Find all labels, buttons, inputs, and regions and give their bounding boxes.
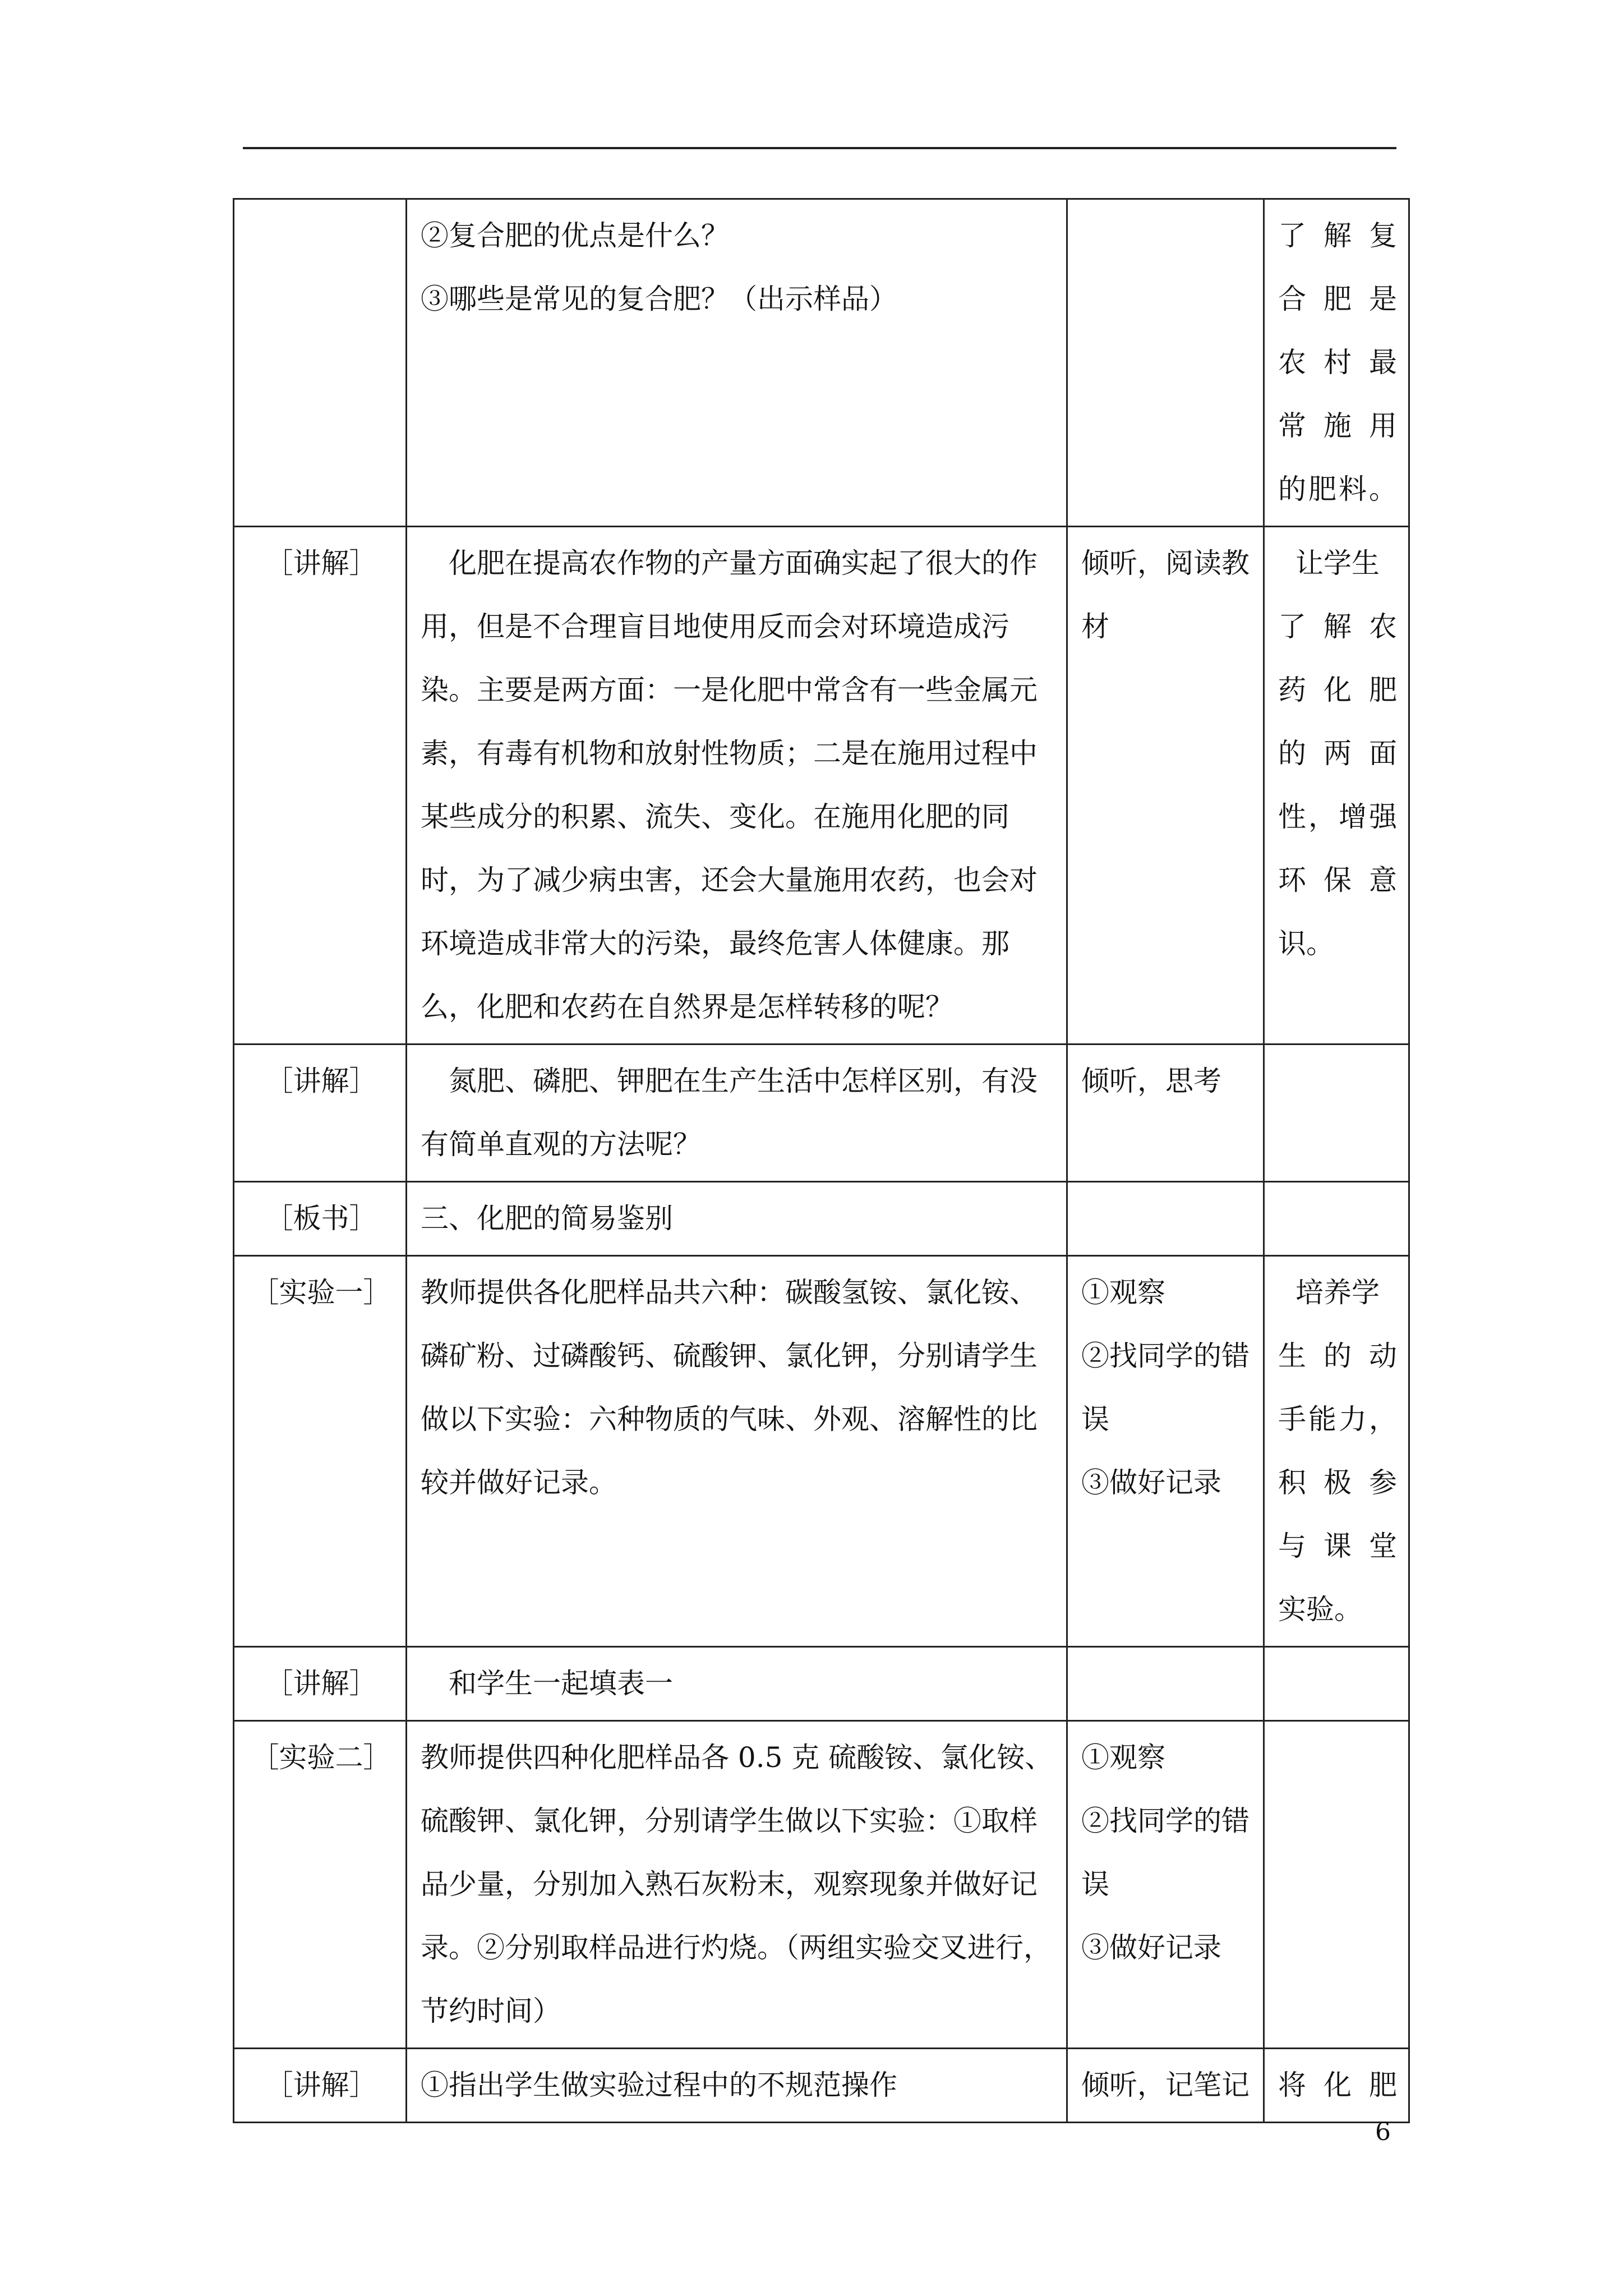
page-number: 6 (1375, 2118, 1391, 2146)
stage-cell: ［讲解］ (234, 1647, 407, 1721)
student-activity-cell: ①观察 ②找同学的错误 ③做好记录 (1067, 1721, 1264, 2049)
design-purpose-cell: 让学生 了 解 农 药 化 肥 的 两 面 性，增强 环 保 意 识。 (1264, 527, 1409, 1045)
design-purpose-cell: 将 化 肥 (1264, 2049, 1409, 2123)
table-row (234, 1182, 1409, 1256)
student-activity-cell: 倾听，阅读教材 (1067, 527, 1264, 1045)
table-row (234, 199, 1409, 527)
stage-cell: ［板书］ (234, 1182, 407, 1256)
stage-cell: ［实验二］ (234, 1721, 407, 2049)
student-activity-cell: 倾听，记笔记 (1067, 2049, 1264, 2123)
table-row (234, 1721, 1409, 2049)
table-row (234, 1256, 1409, 1647)
table-row (234, 527, 1409, 1045)
stage-cell: ［讲解］ (234, 1045, 407, 1182)
design-purpose-cell (1264, 1647, 1409, 1721)
design-purpose-cell (1264, 1182, 1409, 1256)
stage-cell: ［讲解］ (234, 527, 407, 1045)
student-activity-cell (1067, 1647, 1264, 1721)
teacher-activity-cell: 三、化肥的简易鉴别 (407, 1182, 1067, 1256)
student-activity-cell: ①观察 ②找同学的错误 ③做好记录 (1067, 1256, 1264, 1647)
student-activity-cell (1067, 1182, 1264, 1256)
lesson-table (233, 198, 1410, 2123)
design-purpose-cell: 了 解 复 合 肥 是 农 村 最 常 施 用 的肥料。 (1264, 199, 1409, 527)
teacher-activity-cell: 教师提供四种化肥样品各 0.5 克 硫酸铵、氯化铵、硫酸钾、氯化钾，分别请学生做以下实验：①取样品少量，分别加入熟石灰粉末，观察现象并做好记录。②分别取样品进行灼烧。（两组实验交叉进行，节约时间） (407, 1721, 1067, 2049)
teacher-activity-cell: ①指出学生做实验过程中的不规范操作 (407, 2049, 1067, 2123)
stage-cell (234, 199, 407, 527)
teacher-activity-cell: 教师提供各化肥样品共六种：碳酸氢铵、氯化铵、磷矿粉、过磷酸钙、硫酸钾、氯化钾，分别请学生做以下实验：六种物质的气味、外观、溶解性的比较并做好记录。 (407, 1256, 1067, 1647)
stage-cell: ［讲解］ (234, 2049, 407, 2123)
teacher-activity-cell: 氮肥、磷肥、钾肥在生产生活中怎样区别，有没有简单直观的方法呢？ (407, 1045, 1067, 1182)
teacher-activity-cell: ②复合肥的优点是什么？ ③哪些是常见的复合肥？（出示样品） (407, 199, 1067, 527)
table-row (234, 1045, 1409, 1182)
teacher-activity-cell: 和学生一起填表一 (407, 1647, 1067, 1721)
student-activity-cell (1067, 199, 1264, 527)
design-purpose-cell: 培养学 生 的 动 手能力， 积 极 参 与 课 堂 实验。 (1264, 1256, 1409, 1647)
student-activity-cell: 倾听，思考 (1067, 1045, 1264, 1182)
table-row (234, 2049, 1409, 2123)
stage-cell: ［实验一］ (234, 1256, 407, 1647)
design-purpose-cell (1264, 1721, 1409, 2049)
teacher-activity-cell: 化肥在提高农作物的产量方面确实起了很大的作用，但是不合理盲目地使用反而会对环境造成污染。主要是两方面：一是化肥中常含有一些金属元素，有毒有机物和放射性物质；二是在施用过程中某些成分的积累、流失、变化。在施用化肥的同时，为了减少病虫害，还会大量施用农药，也会对环境造成非常大的污染，最终危害人体健康。那么，化肥和农药在自然界是怎样转移的呢？ (407, 527, 1067, 1045)
header-rule (243, 147, 1396, 149)
design-purpose-cell (1264, 1045, 1409, 1182)
table-row (234, 1647, 1409, 1721)
